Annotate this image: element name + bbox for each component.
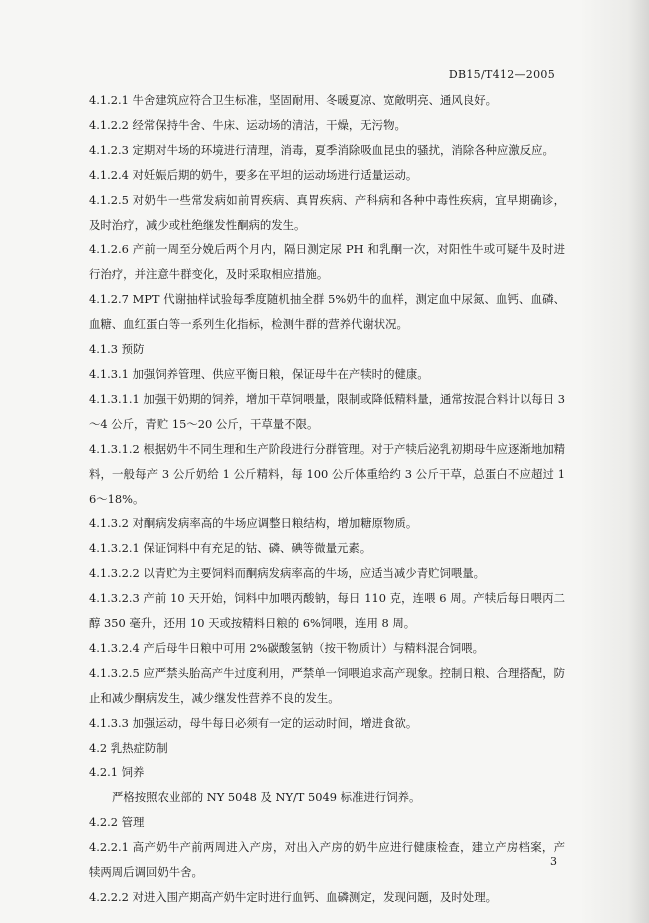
paragraph-4-1-2-6: 4.1.2.6 产前一周至分娩后两个月内，隔日测定尿 PH 和乳酮一次，对阳性牛或可疑牛及时进行治疗，并注意牛群变化，及时采取相应措施。 (89, 242, 565, 282)
paragraph-4-1-2-2: 4.1.2.2 经常保持牛舍、牛床、运动场的清洁，干燥，无污物。 (89, 117, 406, 132)
paragraph-4-2-1-body: 严格按照农业部的 NY 5048 及 NY/T 5049 标准进行饲养。 (112, 790, 421, 805)
paragraph-4-1-2-3: 4.1.2.3 定期对牛场的环境进行清理，消毒，夏季消除吸血昆虫的骚扰，消除各种应激反应。 (89, 142, 554, 157)
heading-4-2-2: 4.2.2 管理 (89, 815, 145, 830)
paragraph-4-1-3-3: 4.1.3.3 加强运动，母牛每日必须有一定的运动时间，增进食欲。 (89, 715, 418, 730)
page-number: 3 (550, 855, 557, 868)
paragraph-4-2-2-2: 4.2.2.2 对进入围产期高产奶牛定时进行血钙、血磷测定，发现问题，及时处理。 (89, 890, 497, 904)
paragraph-4-1-3-1-2: 4.1.3.1.2 根据奶牛不同生理和生产阶段进行分群管理。对于产犊后泌乳初期母牛应逐渐地加精料，一般每产 3 公斤奶给 1 公斤精料，每 100 公斤体重给约 3 公斤干草，总蛋白不应超过 16～18%。 (89, 441, 565, 506)
document-code: DB15/T412—2005 (448, 68, 555, 81)
paragraph-4-1-2-1: 4.1.2.1 牛舍建筑应符合卫生标准，坚固耐用、冬暖夏凉、宽敞明亮、通风良好。 (89, 93, 497, 107)
paragraph-4-2-2-1: 4.2.2.1 高产奶牛产前两周进入产房，对出入产房的奶牛应进行健康检查，建立产房档案，产犊两周后调回奶牛舍。 (89, 840, 565, 880)
heading-4-2: 4.2 乳热症防制 (89, 740, 168, 755)
paragraph-4-1-3-2: 4.1.3.2 对酮病发病率高的牛场应调整日粮结构，增加糖原物质。 (89, 516, 418, 531)
paragraph-4-1-3-1: 4.1.3.1 加强饲养管理、供应平衡日粮，保证母牛在产犊时的健康。 (89, 366, 429, 381)
paragraph-4-1-2-5: 4.1.2.5 对奶牛一些常发病如前胃疾病、真胃疾病、产科病和各种中毒性疾病，宜早期确诊，及时治疗，减少或杜绝继发性酮病的发生。 (89, 192, 565, 232)
document-body (89, 88, 565, 910)
paragraph-4-1-3-2-5: 4.1.3.2.5 应严禁头胎高产牛过度利用，严禁单一饲喂追求高产现象。控制日粮、合理搭配，防止和减少酮病发生，减少继发性营养不良的发生。 (89, 665, 565, 705)
paragraph-4-1-3-1-1: 4.1.3.1.1 加强干奶期的饲养，增加干草饲喂量，限制或降低精料量，通常按混合料计以每日 3～4 公斤，青贮 15～20 公斤，干草量不限。 (89, 391, 565, 431)
paragraph-4-1-2-4: 4.1.2.4 对妊娠后期的奶牛，要多在平坦的运动场进行适量运动。 (89, 167, 418, 182)
paragraph-4-1-3-2-2: 4.1.3.2.2 以青贮为主要饲料而酮病发病率高的牛场，应适当减少青贮饲喂量。 (89, 566, 486, 581)
heading-4-1-3: 4.1.3 预防 (89, 342, 145, 357)
page-edge-shadow (579, 0, 649, 923)
paragraph-4-1-2-7: 4.1.2.7 MPT 代谢抽样试验每季度随机抽全群 5%奶牛的血样，测定血中尿氮、血钙、血磷、血糖、血红蛋白等一系列生化指标，检测牛群的营养代谢状况。 (89, 292, 565, 332)
paragraph-4-1-3-2-1: 4.1.3.2.1 保证饲料中有充足的钴、磷、碘等微量元素。 (89, 541, 372, 556)
paragraph-4-1-3-2-4: 4.1.3.2.4 产后母牛日粮中可用 2%碳酸氢钠（按干物质计）与精料混合饲喂。 (89, 640, 484, 655)
heading-4-2-1: 4.2.1 饲养 (89, 765, 145, 780)
paragraph-4-1-3-2-3: 4.1.3.2.3 产前 10 天开始，饲料中加喂丙酸钠，每日 110 克，连喂 6 周。产犊后每日喂丙二醇 350 毫升，还用 10 天或按精料日粮的 6%饲喂，连用 8 周。 (89, 591, 565, 631)
